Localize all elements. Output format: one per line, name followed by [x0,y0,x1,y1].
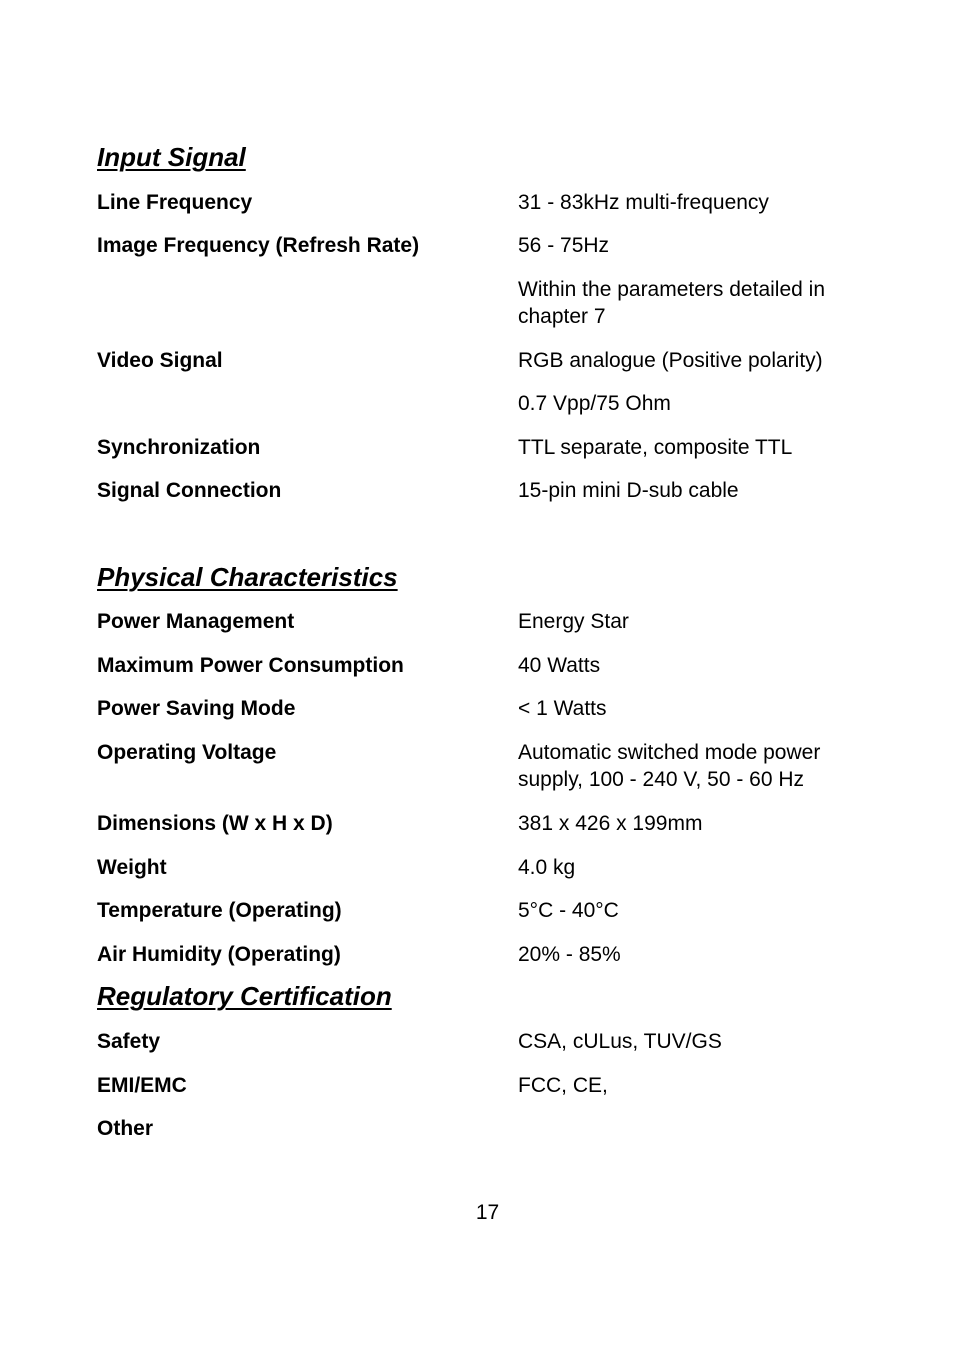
spec-value-power-management: Energy Star [518,610,629,633]
spec-label-power-saving-mode: Power Saving Mode [97,697,296,720]
spec-value-video-impedance: 0.7 Vpp/75 Ohm [518,392,671,415]
spec-label-safety: Safety [97,1030,161,1053]
section-heading-physical-characteristics: Physical Characteristics [97,562,398,592]
spec-label-temperature: Temperature (Operating) [97,899,342,922]
spec-value-signal-connection: 15-pin mini D-sub cable [518,479,739,502]
spec-label-weight: Weight [97,856,167,879]
spec-label-signal-connection: Signal Connection [97,479,282,502]
spec-value-power-saving-mode: < 1 Watts [518,697,607,720]
spec-label-emi-emc: EMI/EMC [97,1074,187,1097]
spec-value-image-frequency: 56 - 75Hz [518,234,610,257]
page-number: 17 [475,1201,500,1224]
spec-value-dimensions: 381 x 426 x 199mm [518,812,703,835]
spec-label-air-humidity: Air Humidity (Operating) [97,943,341,966]
spec-value-max-power-consumption: 40 Watts [518,654,601,677]
spec-label-dimensions: Dimensions (W x H x D) [97,812,333,835]
spec-label-other: Other [97,1117,154,1140]
spec-label-operating-voltage: Operating Voltage [97,741,277,764]
spec-value-parameters-note: Within the parameters detailed in chapter 7 [518,278,825,328]
spec-label-image-frequency: Image Frequency (Refresh Rate) [97,234,420,257]
spec-label-synchronization: Synchronization [97,436,261,459]
spec-value-synchronization: TTL separate, composite TTL [518,436,793,459]
spec-value-weight: 4.0 kg [518,856,576,879]
spec-value-emi-emc: FCC, CE, [518,1074,608,1097]
spec-label-video-signal: Video Signal [97,349,223,372]
spec-value-line-frequency: 31 - 83kHz multi-frequency [518,191,769,214]
spec-label-line-frequency: Line Frequency [97,191,253,214]
section-heading-regulatory-certification: Regulatory Certification [97,981,392,1011]
spec-value-temperature: 5°C - 40°C [518,899,619,922]
spec-label-max-power-consumption: Maximum Power Consumption [97,654,404,677]
spec-value-safety: CSA, cULus, TUV/GS [518,1030,722,1053]
spec-value-operating-voltage: Automatic switched mode power supply, 100 - 240 V, 50 - 60 Hz [518,741,821,791]
spec-value-video-signal: RGB analogue (Positive polarity) [518,349,823,372]
spec-value-air-humidity: 20% - 85% [518,943,621,966]
spec-label-power-management: Power Management [97,610,295,633]
section-heading-input-signal: Input Signal [97,142,246,172]
